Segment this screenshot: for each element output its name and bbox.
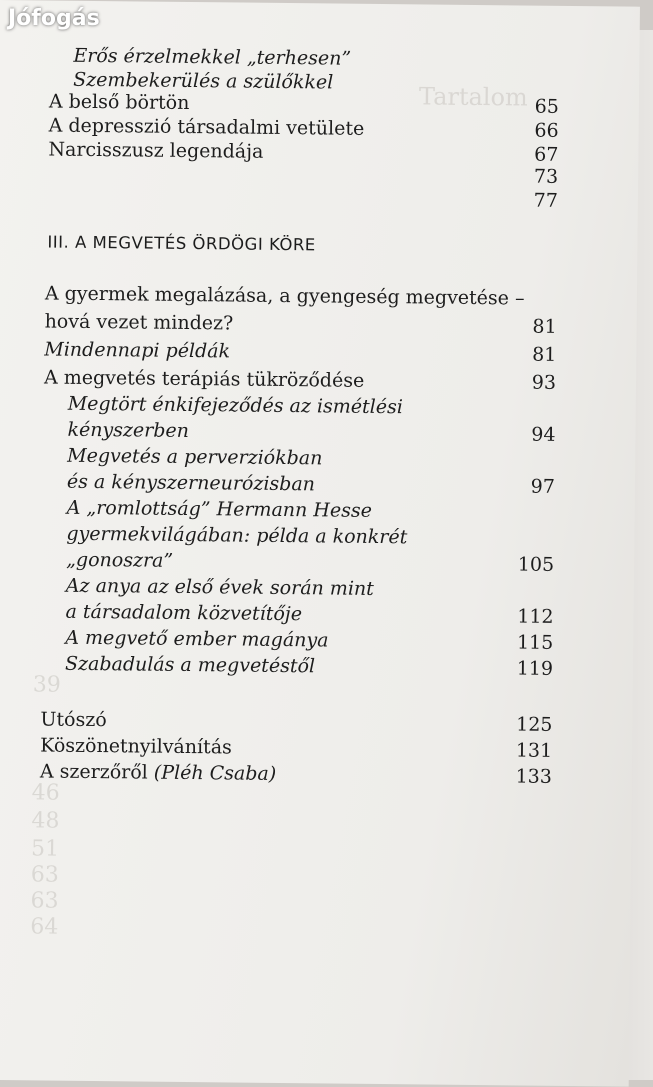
toc-entry-title: A depresszió társadalmi vetülete	[48, 114, 365, 140]
toc-entry-title: Megvetés a perverziókban	[67, 444, 323, 470]
bleed-through-text: Tartalom	[418, 82, 528, 112]
bleed-through-text: 39	[32, 672, 61, 698]
toc-entry-page: 94	[531, 423, 556, 446]
toc-entry-title: kényszerben	[67, 418, 190, 443]
toc-entry-title: A belső börtön	[48, 90, 190, 114]
toc-entry-title	[40, 760, 276, 784]
toc-entry-title: és a kényszerneurózisban	[66, 470, 316, 496]
bleed-through-text: 63	[30, 862, 59, 888]
toc-entry-title: Köszönetnyilvánítás	[40, 734, 232, 759]
toc-entry-page: 112	[517, 605, 554, 628]
toc-entry-page: 81	[532, 343, 557, 366]
toc-entry-page: 119	[516, 657, 554, 680]
toc-entry-page: 97	[530, 475, 556, 498]
bleed-through-text: 48	[31, 808, 60, 834]
toc-entry-title: a társadalom közvetítője	[65, 600, 303, 626]
toc-entry-title: Utószó	[40, 708, 107, 732]
toc-entry-page: 93	[531, 371, 557, 394]
section-heading: III. A MEGVETÉS ÖRDÖGI KÖRE	[47, 232, 316, 255]
toc-entry-page: 66	[534, 119, 559, 142]
toc-entry-title: hová vezet mindez?	[44, 310, 234, 335]
toc-entry-page: 105	[517, 553, 555, 576]
toc-entry	[0, 760, 552, 792]
toc-entry-title: Az anya az első évek során mint	[65, 574, 374, 600]
watermark-logo: Jófogás	[8, 6, 100, 31]
toc-entry-title: Szembekerülés a szülőkkel	[73, 68, 334, 94]
toc-entry-title-main: A szerzőről	[39, 760, 148, 784]
toc-entry-title: Szabadulás a megvetéstől	[64, 652, 316, 678]
toc-entry-title-author: (Pléh Csaba)	[153, 761, 277, 785]
toc-entry-page: 115	[516, 631, 554, 654]
toc-entry-title: A megvető ember magánya	[65, 626, 329, 652]
toc-entry-page: 133	[515, 765, 553, 788]
toc-entry	[0, 652, 553, 684]
toc-entry-page: 65	[534, 95, 560, 118]
toc-entry-title: A „romlottság” Hermann Hesse	[66, 496, 373, 522]
toc-entry-page: 81	[532, 315, 557, 338]
bleed-through-text: 64	[30, 914, 59, 940]
toc-entry-page: 77	[533, 189, 559, 212]
toc-entry-title: A megvetés terápiás tükröződése	[43, 366, 365, 392]
toc-entry-title: „gonoszra”	[66, 548, 174, 572]
toc-entry-title: Mindennapi példák	[44, 338, 231, 363]
toc-entry	[0, 338, 556, 370]
toc-entry	[0, 282, 557, 314]
bleed-through-text: 51	[30, 836, 60, 862]
toc-entry-page: 73	[533, 165, 559, 188]
toc-entry-page: 125	[516, 713, 553, 736]
toc-entry-title: Narcisszusz legendája	[48, 138, 264, 163]
toc-entry-page: 67	[534, 143, 559, 166]
toc-entry-title: Megtört énkifejeződés az ismétlési	[67, 392, 403, 419]
toc-entry-title: A gyermek megalázása, a gyengeség megvetése –	[44, 282, 525, 310]
toc-entry-title: Erős érzelmekkel „terhesen”	[73, 44, 352, 70]
toc-entry	[0, 184, 558, 216]
toc-entry	[0, 310, 557, 342]
bleed-through-text: 46	[31, 780, 60, 806]
toc-entry-page: 131	[515, 739, 553, 762]
toc-entry-title: gyermekvilágában: példa a konkrét	[66, 522, 408, 549]
bleed-through-text: 63	[30, 888, 59, 914]
